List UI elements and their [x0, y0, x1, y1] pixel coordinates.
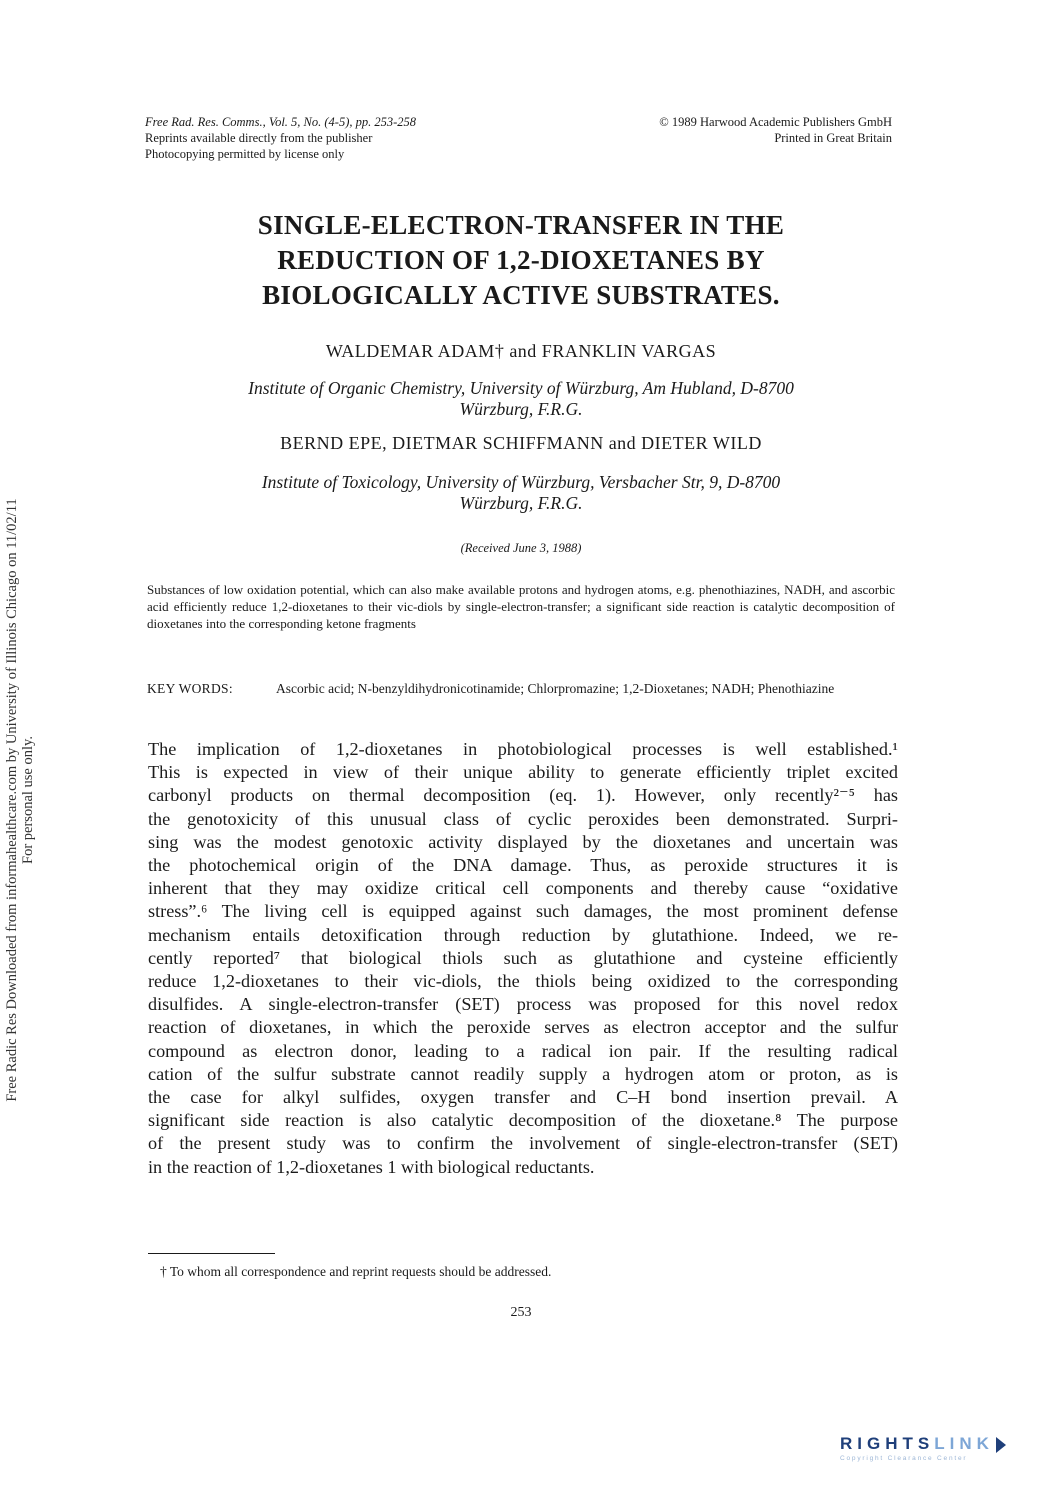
body-line: disulfides. A single-electron-transfer (SET) process was proposed for this novel redox [148, 994, 898, 1015]
watermark-line: For personal use only. [20, 736, 36, 864]
body-line: The implication of 1,2-dioxetanes in photobiological processes is well established.¹ [148, 739, 898, 759]
affiliation-line: Institute of Organic Chemistry, University of Würzburg, Am Hubland, D-8700 [248, 378, 794, 398]
author-list-2: BERND EPE, DIETMAR SCHIFFMANN and DIETER WILD [280, 433, 762, 453]
affiliation-line: Würzburg, F.R.G. [459, 493, 583, 513]
body-line: sing was the modest genotoxic activity displayed by the dioxetanes and uncertain was [148, 831, 898, 852]
journal-citation [145, 114, 545, 162]
page-number: 253 [510, 1305, 532, 1320]
body-line: cation of the sulfur substrate cannot readily supply a hydrogen atom or proton, as is [148, 1063, 898, 1084]
citation-line: Photocopying permitted by license only [145, 147, 345, 161]
abstract: Substances of low oxidation potential, which can also make available protons and hydrogen atoms, e.g. phenothiazines, NADH, and ascorbic acid efficiently reduce 1,2-dioxetanes to their vic-diols by single-electron-transfer; a significant side reaction is catalytic decomposition of dioxetanes into the corresponding ketone fragments [147, 582, 895, 631]
body-line: the photochemical origin of the DNA damage. Thus, as peroxide structures it is [148, 855, 898, 876]
rightslink-logo[interactable] [840, 1434, 1030, 1470]
body-line: carbonyl products on thermal decomposition (eq. 1). However, only recently²⁻⁵ has [148, 785, 898, 806]
arrow-icon [996, 1437, 1006, 1453]
logo-dark-text: RIGHTS [840, 1434, 935, 1453]
copyright-notice [562, 114, 892, 146]
affiliation-line: Würzburg, F.R.G. [459, 399, 583, 419]
keywords-text: Ascorbic acid; N-benzyldihydronicotinamide; Chlorpromazine; 1,2-Dioxetanes; NADH; Phenothiazine [276, 681, 835, 696]
body-line: inherent that they may oxidize critical cell components and thereby cause “oxidative [148, 878, 898, 899]
body-line: mechanism entails detoxification through reduction by glutathione. Indeed, we re- [148, 924, 898, 945]
body-line: reduce 1,2-dioxetanes to their vic-diols, the thiols being oxidized to the corresponding [148, 971, 898, 992]
body-paragraph [148, 738, 898, 1179]
watermark-text [4, 498, 36, 1101]
body-line: significant side reaction is also catalytic decomposition of the dioxetane.⁸ The purpose [148, 1110, 898, 1131]
keywords [147, 680, 895, 697]
logo-wordmark [840, 1434, 1030, 1454]
keywords-label: KEY WORDS: [147, 681, 233, 696]
author-list-1: WALDEMAR ADAM† and FRANKLIN VARGAS [325, 341, 717, 361]
copyright-line: © 1989 Harwood Academic Publishers GmbH [659, 115, 892, 129]
title-line: REDUCTION OF 1,2-DIOXETANES BY [277, 245, 765, 275]
citation-line: Reprints available directly from the publisher [145, 131, 373, 145]
copyright-line: Printed in Great Britain [774, 131, 892, 145]
received-date: (Received June 3, 1988) [460, 541, 582, 555]
article-title [145, 208, 897, 313]
download-watermark [0, 400, 40, 1200]
body-line: in the reaction of 1,2-dioxetanes 1 with biological reductants. [148, 1156, 595, 1177]
body-line: cently reported⁷ that biological thiols such as glutathione and cysteine efficiently [148, 947, 898, 968]
logo-light-text: LINK [934, 1434, 994, 1453]
affiliation-1 [165, 378, 877, 420]
body-line: This is expected in view of their unique ability to generate efficiently triplet excited [148, 762, 898, 783]
body-line: reaction of dioxetanes, in which the peroxide serves as electron acceptor and the sulfur [148, 1017, 898, 1038]
footnote: † To whom all correspondence and reprint requests should be addressed. [160, 1264, 552, 1279]
body-line: the genotoxicity of this unusual class of cyclic peroxides been demonstrated. Surpri- [148, 808, 898, 829]
affiliation-2 [165, 472, 877, 514]
body-line: compound as electron donor, leading to a radical ion pair. If the resulting radical [148, 1040, 898, 1061]
footnote-rule [148, 1253, 275, 1254]
body-line: stress”.⁶ The living cell is equipped against such damages, the most prominent defense [148, 901, 898, 922]
title-line: BIOLOGICALLY ACTIVE SUBSTRATES. [262, 280, 780, 310]
citation-line: Free Rad. Res. Comms., Vol. 5, No. (4-5), pp. 253-258 [145, 115, 417, 129]
watermark-line: Free Radic Res Downloaded from informahealthcare.com by University of Illinois Chicago on 11/02/11 [4, 498, 20, 1102]
logo-tagline: Copyright Clearance Center [840, 1455, 968, 1462]
body-line: of the present study was to confirm the involvement of single-electron-transfer (SET) [148, 1133, 898, 1154]
affiliation-line: Institute of Toxicology, University of Würzburg, Versbacher Str, 9, D-8700 [261, 472, 781, 492]
title-line: SINGLE-ELECTRON-TRANSFER IN THE [257, 210, 785, 240]
body-line: the case for alkyl sulfides, oxygen transfer and C–H bond insertion prevail. A [148, 1087, 898, 1108]
